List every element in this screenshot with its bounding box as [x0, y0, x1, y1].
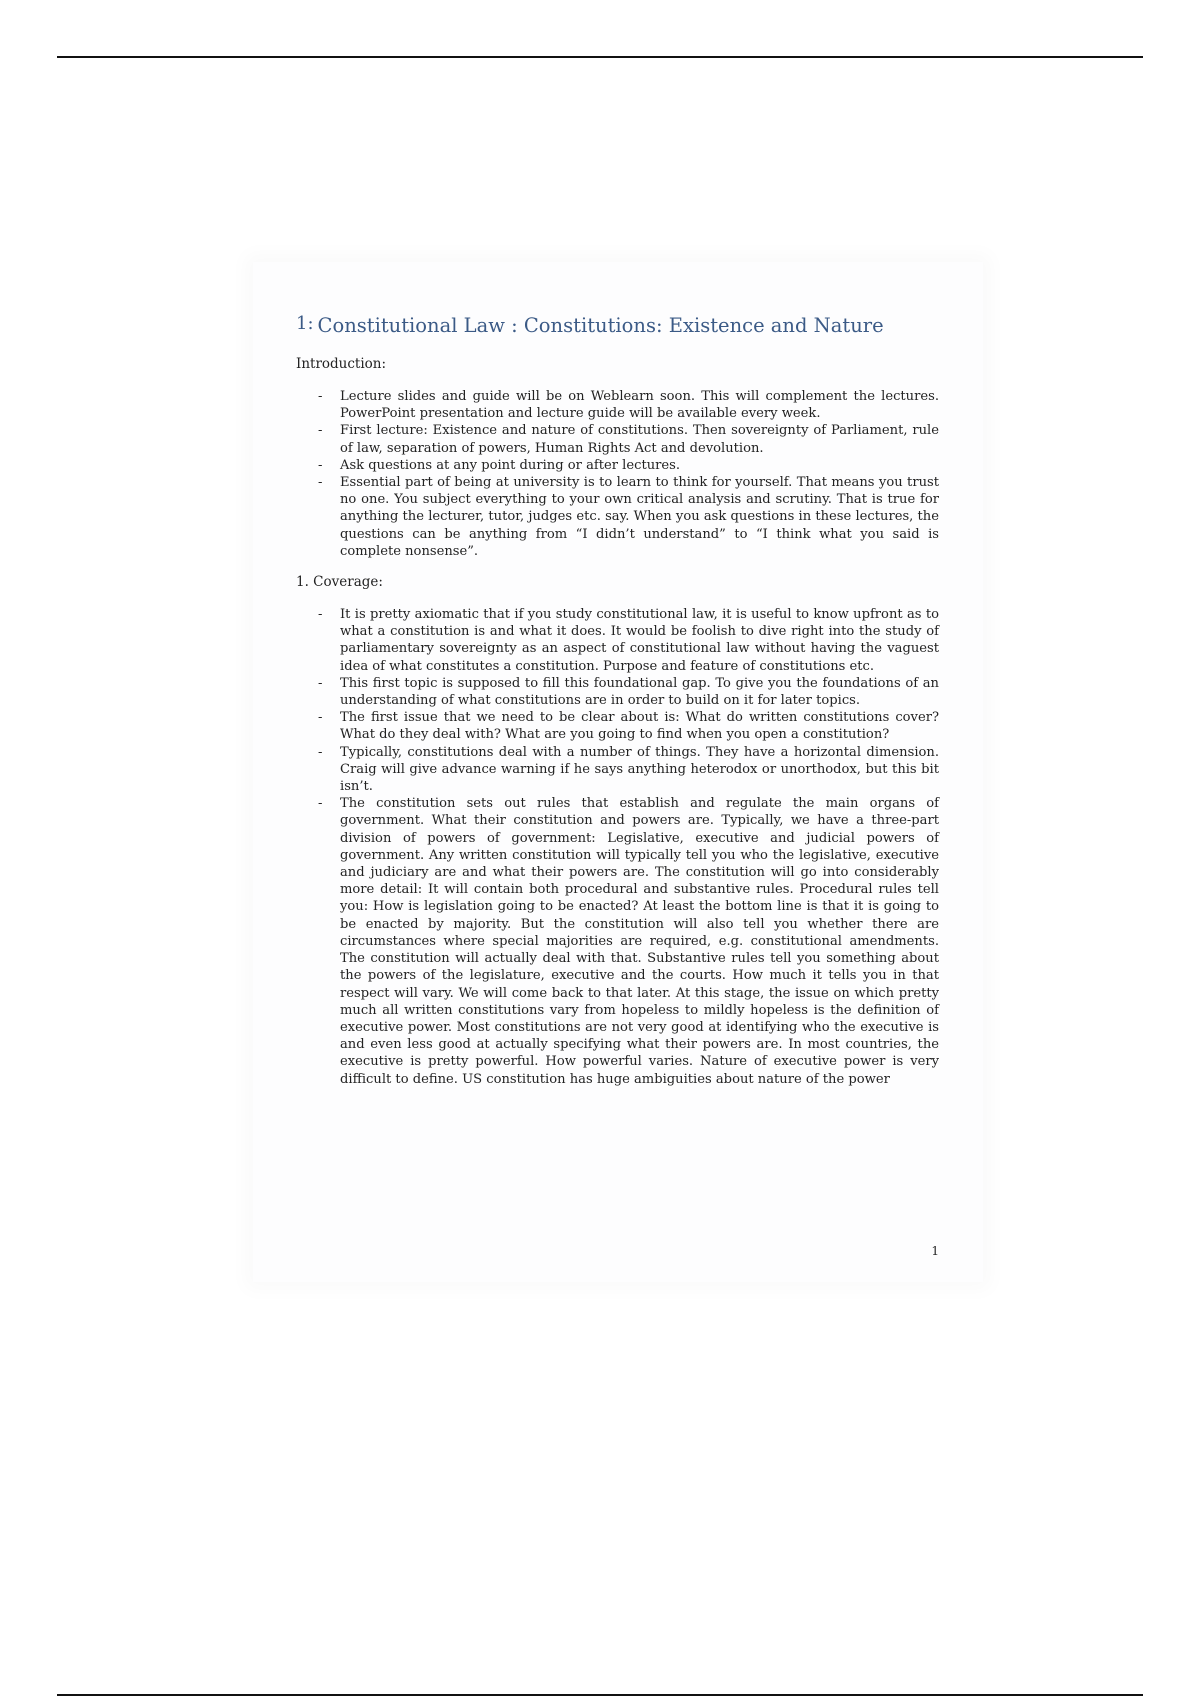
bullet-marker: -: [318, 423, 323, 439]
list-item: [296, 795, 939, 1087]
bullet-marker: -: [318, 710, 323, 726]
list-item: [296, 744, 939, 796]
list-item: [296, 606, 939, 675]
section-spacer: [296, 560, 939, 574]
introduction-heading: Introduction:: [296, 356, 387, 372]
page-content: [296, 312, 939, 1088]
bullet-marker: -: [318, 675, 323, 691]
bullet-text: First lecture: Existence and nature of constitutions. Then sovereignty of Parliament, rule of law, separation of powers, Human Rights Act and devolution.: [340, 423, 939, 456]
page-number: 1: [931, 1244, 939, 1258]
bullet-marker: -: [318, 744, 323, 760]
bullet-text: Lecture slides and guide will be on Weblearn soon. This will complement the lectures. PowerPoint presentation and lecture guide will be available every week.: [340, 389, 939, 422]
list-item: [296, 709, 939, 743]
bullet-text: Typically, constitutions deal with a number of things. They have a horizontal dimension. Craig will give advance warning if he says anything heterodox or unorthodox, but this bit isn’t.: [340, 744, 939, 795]
bullet-text: The first issue that we need to be clear about is: What do written constitutions cover? What do they deal with? What are you going to find when you open a constitution?: [340, 710, 939, 743]
coverage-list: [296, 606, 939, 1088]
document-page: [253, 262, 983, 1282]
introduction-list: [296, 388, 939, 560]
list-item: [296, 457, 939, 474]
title-text: Constitutional Law : Constitutions: Existence and Nature: [317, 314, 884, 337]
bullet-text: The constitution sets out rules that establish and regulate the main organs of government. What their constitution and powers are. Typically, we have a three-part division of powers of government: Legislative, executive and judicial powers of government. Any written constitution will typically tell you who the legislative, executive and judiciary are and what their powers are. The constitution will go into considerably more detail: It will contain both procedural and substantive rules. Procedural rules tell you: How is legislation going to be enacted? At least the bottom line is that it is going to be enacted by majority. But the constitution will also tell you whether there are circumstances where special majorities are required, e.g. constitutional amendments. The constitution will actually deal with that. Substantive rules tell you something about the powers of the legislature, executive and the courts. How much it tells you in that respect will vary. We will come back to that later. At this stage, the issue on which pretty much all written constitutions vary from hopeless to mildly hopeless is the definition of executive power. Most constitutions are not very good at identifying who the executive is and even less good at actually specifying what their powers are. In most countries, the executive is pretty powerful. How powerful varies. Nature of executive power is very difficult to define. US constitution has huge ambiguities about nature of the power: [340, 796, 939, 1087]
list-item: [296, 474, 939, 560]
bullet-marker: -: [318, 796, 323, 812]
bullet-marker: -: [318, 607, 323, 623]
bullet-marker: -: [318, 475, 323, 491]
list-item: [296, 422, 939, 456]
document-title: [296, 312, 939, 338]
list-item: [296, 388, 939, 422]
bullet-text: Essential part of being at university is to learn to think for yourself. That means you trust no one. You subject everything to your own critical analysis and scrutiny. That is true for anything the lecturer, tutor, judges etc. say. When you ask questions in these lectures, the questions can be anything from “I didn’t understand” to “I think what you said is complete nonsense”.: [340, 475, 939, 559]
bullet-marker: -: [318, 457, 323, 473]
title-number: 1:: [296, 313, 314, 334]
bullet-marker: -: [318, 389, 323, 404]
bullet-text: This first topic is supposed to fill this foundational gap. To give you the foundations of an understanding of what constitutions are in order to build on it for later topics.: [340, 675, 939, 709]
bullet-text: Ask questions at any point during or after lectures.: [340, 457, 681, 473]
top-rule: [57, 56, 1143, 58]
bullet-text: It is pretty axiomatic that if you study constitutional law, it is useful to know upfront as to what a constitution is and what it does. It would be foolish to dive right into the study of parliamentary sovereignty as an aspect of constitutional law without having the vaguest idea of what constitutes a constitution. Purpose and feature of constitutions etc.: [340, 607, 939, 674]
list-item: [296, 675, 939, 709]
coverage-heading: 1. Coverage:: [296, 574, 383, 591]
bottom-rule: [57, 1694, 1143, 1696]
